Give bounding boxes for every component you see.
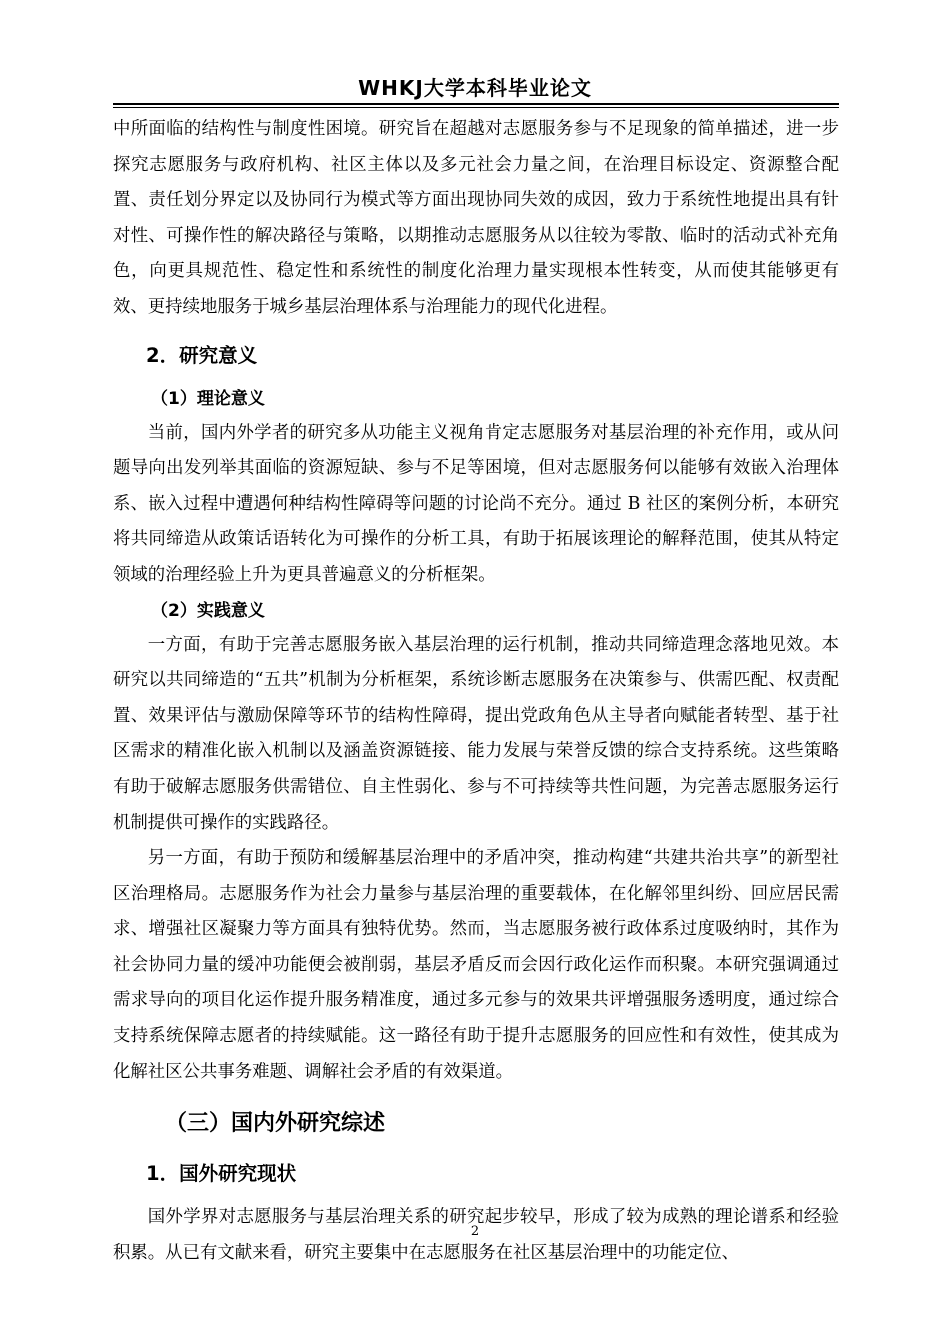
paragraph-intro-continued: 中所面临的结构性与制度性困境。研究旨在超越对志愿服务参与不足现象的简单描述，进一步探究志愿服务与政府机构、社区主体以及多元社会力量之间，在治理目标设定、资源整合配置、责任划分界定以及协同行为模式等方面出现协同失效的成因，致力于系统性地提出具有针对性、可操作性的解决路径与策略，以期推动志愿服务从以往较为零散、临时的活动式补充角色，向更具规范性、稳定性和系统性的制度化治理力量实现根本性转变，从而使其能够更有效、更持续地服务于城乡基层治理体系与治理能力的现代化进程。 [113, 119, 839, 317]
page-number: 2 [470, 1224, 480, 1239]
document-body [113, 112, 839, 1271]
header-rule-thick [113, 103, 839, 105]
paragraph-theoretical-significance: 当前，国内外学者的研究多从功能主义视角肯定志愿服务对基层治理的补充作用，或从问题导向出发列举其面临的资源短缺、参与不足等困境，但对志愿服务何以能够有效嵌入治理体系、嵌入过程中遭遇何种结构性障碍等问题的讨论尚不充分。通过 B 社区的案例分析，本研究将共同缔造从政策话语转化为可操作的分析工具，有助于拓展该理论的解释范围，使其从特定领域的治理经验上升为更具普遍意义的分析框架。 [113, 422, 839, 585]
heading-theoretical-significance: （1）理论意义 [151, 388, 265, 409]
heading-research-significance: 2．研究意义 [146, 343, 258, 367]
heading-literature-review: （三）国内外研究综述 [165, 1111, 386, 1137]
running-header: WHKJ大学本科毕业论文 [358, 76, 592, 100]
header-rule-thin [113, 107, 839, 108]
paragraph-foreign-research: 国外学界对志愿服务与基层治理关系的研究起步较早，形成了较为成熟的理论谱系和经验积累。从已有文献来看，研究主要集中在志愿服务在社区基层治理中的功能定位、 [113, 1207, 839, 1263]
heading-foreign-research: 1．国外研究现状 [146, 1162, 297, 1186]
paragraph-practical-significance-1: 一方面，有助于完善志愿服务嵌入基层治理的运行机制，推动共同缔造理念落地见效。本研究以共同缔造的“五共”机制为分析框架，系统诊断志愿服务在决策参与、供需匹配、权责配置、效果评估与激励保障等环节的结构性障碍，提出党政角色从主导者向赋能者转型、基于社区需求的精准化嵌入机制以及涵盖资源链接、能力发展与荣誉反馈的综合支持系统。这些策略有助于破解志愿服务供需错位、自主性弱化、参与不可持续等共性问题，为完善志愿服务运行机制提供可操作的实践路径。 [113, 634, 839, 833]
heading-practical-significance: （2）实践意义 [151, 600, 265, 621]
paragraph-practical-significance-2: 另一方面，有助于预防和缓解基层治理中的矛盾冲突，推动构建“共建共治共享”的新型社区治理格局。志愿服务作为社会力量参与基层治理的重要载体，在化解邻里纠纷、回应居民需求、增强社区凝聚力等方面具有独特优势。然而，当志愿服务被行政体系过度吸纳时，其作为社会协同力量的缓冲功能便会被削弱，基层矛盾反而会因行政化运作而积聚。本研究强调通过需求导向的项目化运作提升服务精准度，通过多元参与的效果共评增强服务透明度，通过综合支持系统保障志愿者的持续赋能。这一路径有助于提升志愿服务的回应性和有效性，使其成为化解社区公共事务难题、调解社会矛盾的有效渠道。 [113, 848, 839, 1082]
